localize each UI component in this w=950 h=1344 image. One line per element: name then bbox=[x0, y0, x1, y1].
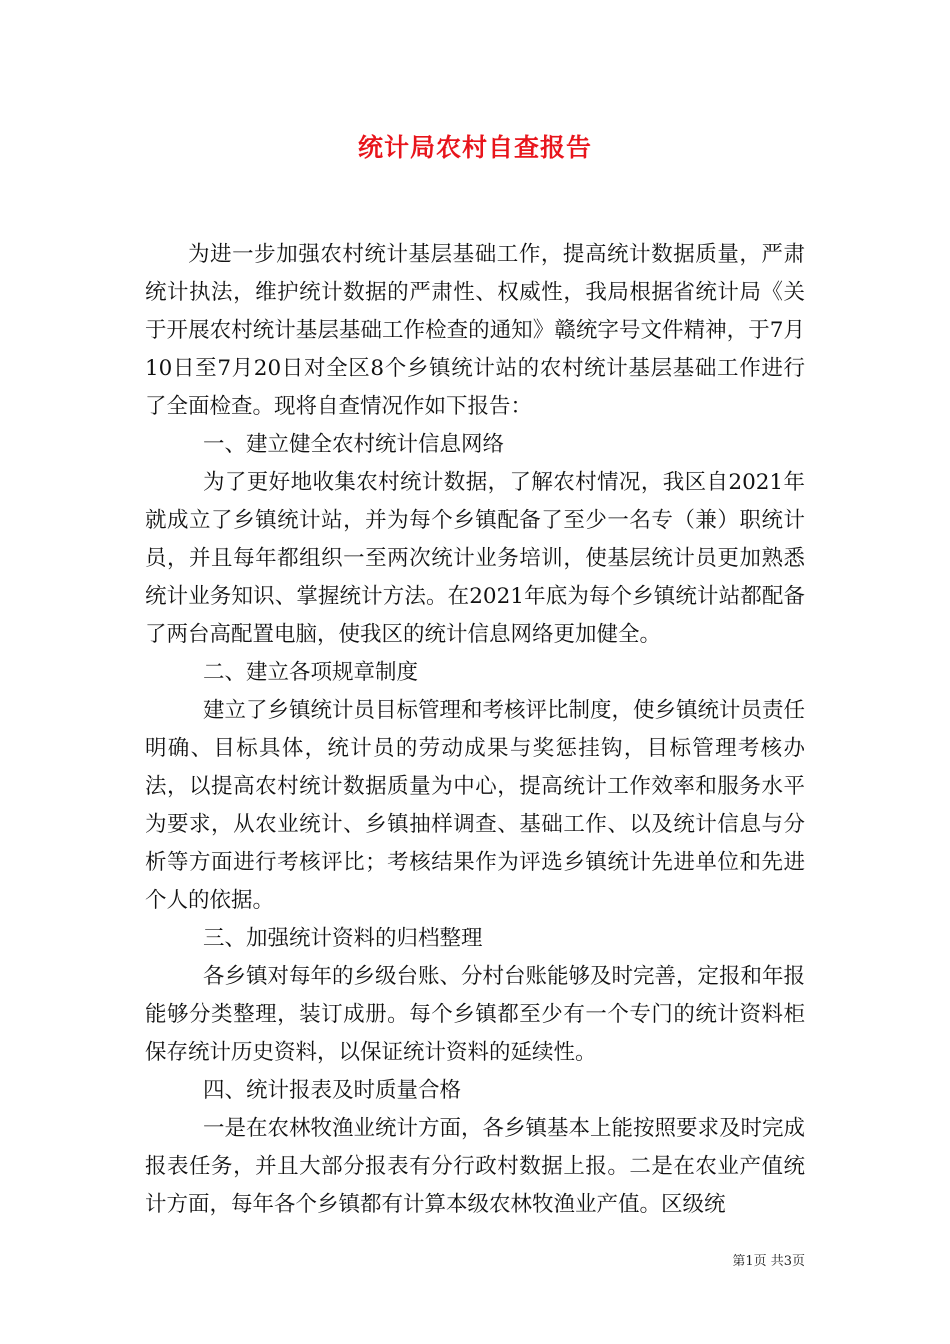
page-number: 第1页 共3页 bbox=[732, 1254, 805, 1269]
section-1-paragraph: 为了更好地收集农村统计数据，了解农村情况，我区自2021年就成立了乡镇统计站，并为每个乡镇配备了至少一名专（兼）职统计员，并且每年都组织一至两次统计业务培训，使基层统计员更加熟悉统计业务知识、掌握统计方法。在2021年底为每个乡镇统计站都配备了两台高配置电脑，使我区的统计信息网络更加健全。 bbox=[145, 470, 805, 647]
document-body bbox=[145, 236, 805, 1224]
document-title: 统计局农村自查报告 bbox=[357, 133, 592, 162]
intro-paragraph: 为进一步加强农村统计基层基础工作，提高统计数据质量，严肃统计执法，维护统计数据的严肃性、权威性，我局根据省统计局《关于开展农村统计基层基础工作检查的通知》赣统字号文件精神，于7月10日至7月20日对全区8个乡镇统计站的农村统计基层基础工作进行了全面检查。现将自查情况作如下报告： bbox=[145, 242, 805, 419]
section-heading-3: 三、加强统计资料的归档整理 bbox=[203, 926, 483, 951]
section-3-paragraph: 各乡镇对每年的乡级台账、分村台账能够及时完善，定报和年报能够分类整理，装订成册。每个乡镇都至少有一个专门的统计资料柜保存统计历史资料，以保证统计资料的延续性。 bbox=[145, 964, 806, 1065]
section-4-paragraph: 一是在农林牧渔业统计方面，各乡镇基本上能按照要求及时完成报表任务，并且大部分报表有分行政村数据上报。二是在农业产值统计方面，每年各个乡镇都有计算本级农林牧渔业产值。区级统 bbox=[145, 1116, 806, 1217]
section-2-paragraph: 建立了乡镇统计员目标管理和考核评比制度，使乡镇统计员责任明确、目标具体，统计员的劳动成果与奖惩挂钩，目标管理考核办法，以提高农村统计数据质量为中心，提高统计工作效率和服务水平为要求，从农业统计、乡镇抽样调查、基础工作、以及统计信息与分析等方面进行考核评比；考核结果作为评选乡镇统计先进单位和先进个人的依据。 bbox=[145, 698, 806, 913]
section-heading-4: 四、统计报表及时质量合格 bbox=[203, 1078, 462, 1103]
section-heading-1: 一、建立健全农村统计信息网络 bbox=[203, 432, 505, 457]
section-heading-2: 二、建立各项规章制度 bbox=[203, 660, 419, 685]
